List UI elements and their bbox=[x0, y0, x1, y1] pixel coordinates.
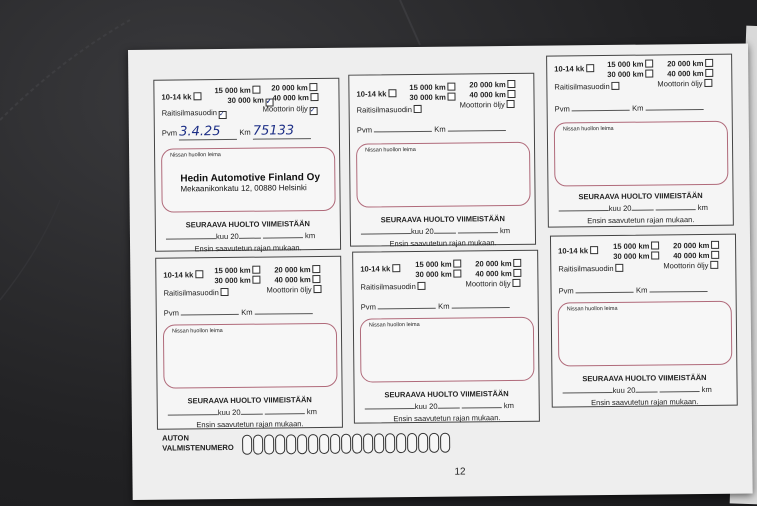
next-service-title: SEURAAVA HUOLTO VIIMEISTÄÄN bbox=[582, 372, 707, 384]
interval-checkbox[interactable] bbox=[586, 64, 594, 72]
km-30000-checkbox[interactable] bbox=[253, 276, 261, 284]
stamp-box bbox=[163, 323, 338, 389]
service-card bbox=[155, 256, 343, 430]
km-20000-checkbox[interactable] bbox=[711, 241, 719, 249]
km-label: Km bbox=[434, 124, 446, 134]
oil-label: Moottorin öljy bbox=[266, 285, 312, 295]
km-30000-label: 30 000 km bbox=[607, 69, 644, 79]
oil-label: Moottorin öljy bbox=[459, 100, 505, 110]
km-20000-checkbox[interactable] bbox=[705, 59, 713, 67]
interval-checkbox[interactable] bbox=[195, 270, 203, 278]
km-15000-label: 15 000 km bbox=[214, 265, 251, 276]
km-field[interactable] bbox=[452, 307, 510, 309]
km-40000-label: 40 000 km bbox=[673, 250, 710, 261]
interval-checkbox[interactable] bbox=[392, 264, 400, 272]
interval-label: 10-14 kk bbox=[161, 92, 192, 102]
pvm-label: Pvm bbox=[558, 286, 574, 296]
stamp-label: Nissan huollon leima bbox=[566, 305, 618, 313]
next-km-label: km bbox=[503, 400, 514, 411]
next-year-field[interactable] bbox=[239, 238, 261, 239]
service-card bbox=[153, 78, 341, 252]
next-day-field[interactable] bbox=[361, 233, 411, 235]
km-30000-label: 30 000 km bbox=[613, 251, 650, 261]
filter-label: Raitisilmasuodin bbox=[356, 105, 412, 115]
pvm-field[interactable] bbox=[378, 308, 436, 310]
filter-label: Raitisilmasuodin bbox=[360, 281, 416, 292]
pvm-label: Pvm bbox=[163, 308, 179, 318]
service-card bbox=[348, 73, 536, 247]
stamp-line-1: Hedin Automotive Finland Oy bbox=[180, 171, 321, 185]
service-booklet-page bbox=[128, 44, 753, 500]
next-day-field[interactable] bbox=[365, 408, 415, 410]
km-30000-label: 30 000 km bbox=[214, 275, 251, 286]
vin-label bbox=[162, 433, 234, 454]
km-20000-label: 20 000 km bbox=[271, 83, 308, 93]
pvm-field[interactable]: 3.4.25 bbox=[179, 124, 237, 141]
km-15000-label: 15 000 km bbox=[214, 85, 251, 96]
next-km-field[interactable] bbox=[263, 237, 303, 238]
next-km-field[interactable] bbox=[656, 209, 696, 210]
stamp-label: Nissan huollon leima bbox=[562, 125, 614, 133]
next-km-label: km bbox=[697, 202, 708, 213]
next-service-note: Ensin saavutetun rajan mukaan. bbox=[587, 215, 695, 226]
vin-label-line-1: AUTON bbox=[162, 433, 189, 443]
next-service-note: Ensin saavutetun rajan mukaan. bbox=[393, 413, 501, 424]
oil-label: Moottorin öljy bbox=[657, 78, 703, 89]
stamp-label: Nissan huollon leima bbox=[171, 328, 223, 335]
km-30000-checkbox[interactable] bbox=[646, 69, 654, 77]
oil-checkbox[interactable] bbox=[310, 107, 318, 115]
km-label: Km bbox=[239, 127, 251, 137]
km-20000-checkbox[interactable] bbox=[508, 80, 516, 88]
pvm-field[interactable] bbox=[576, 292, 634, 294]
km-15000-label: 15 000 km bbox=[415, 259, 452, 270]
next-day-field[interactable] bbox=[168, 414, 218, 416]
km-15000-checkbox[interactable] bbox=[651, 241, 659, 249]
km-40000-checkbox[interactable] bbox=[313, 275, 321, 283]
next-service-title: SEURAAVA HUOLTO VIIMEISTÄÄN bbox=[380, 214, 505, 225]
oil-label: Moottorin öljy bbox=[262, 104, 308, 114]
pvm-label: Pvm bbox=[554, 104, 570, 114]
dealer-stamp bbox=[180, 172, 320, 193]
km-20000-label: 20 000 km bbox=[475, 258, 512, 269]
km-label: Km bbox=[632, 103, 644, 113]
km-30000-checkbox[interactable] bbox=[448, 93, 456, 101]
oil-checkbox[interactable] bbox=[314, 285, 322, 293]
vin-label-line-2: VALMISTENUMERO bbox=[162, 442, 234, 453]
next-km-field[interactable] bbox=[660, 391, 700, 392]
km-15000-checkbox[interactable] bbox=[645, 59, 653, 67]
next-kuu-label: kuu 20 bbox=[612, 385, 636, 395]
stamp-box bbox=[554, 121, 729, 187]
interval-label: 10-14 kk bbox=[163, 270, 194, 280]
next-km-field[interactable] bbox=[265, 413, 305, 414]
next-service-title: SEURAAVA HUOLTO VIIMEISTÄÄN bbox=[578, 190, 703, 202]
pvm-label: Pvm bbox=[161, 128, 178, 138]
stamp-label: Nissan huollon leima bbox=[368, 321, 420, 329]
interval-label: 10-14 kk bbox=[360, 264, 391, 274]
km-15000-checkbox[interactable] bbox=[253, 86, 261, 94]
stamp-box bbox=[558, 301, 733, 367]
next-service-note: Ensin saavutetun rajan mukaan. bbox=[591, 397, 699, 408]
km-30000-label: 30 000 km bbox=[415, 269, 452, 280]
km-40000-checkbox[interactable] bbox=[706, 69, 714, 77]
filter-checkbox[interactable] bbox=[418, 282, 426, 290]
stamp-label: Nissan huollon leima bbox=[365, 146, 416, 154]
next-service-note: Ensin saavutetun rajan mukaan. bbox=[196, 419, 304, 430]
filter-label: Raitisilmasuodin bbox=[558, 263, 614, 274]
oil-checkbox[interactable] bbox=[513, 279, 521, 287]
km-20000-checkbox[interactable] bbox=[313, 265, 321, 273]
km-20000-label: 20 000 km bbox=[469, 80, 506, 90]
filter-checkbox[interactable] bbox=[221, 288, 229, 296]
next-kuu-label: kuu 20 bbox=[215, 231, 239, 242]
km-40000-label: 40 000 km bbox=[475, 268, 512, 279]
km-15000-checkbox[interactable] bbox=[253, 266, 261, 274]
filter-label: Raitisilmasuodin bbox=[161, 108, 218, 118]
next-km-label: km bbox=[306, 407, 318, 417]
interval-label: 10-14 kk bbox=[558, 246, 589, 256]
next-year-field[interactable] bbox=[241, 414, 263, 415]
next-year-field[interactable] bbox=[434, 233, 456, 234]
oil-label: Moottorin öljy bbox=[465, 279, 511, 289]
next-km-field[interactable] bbox=[458, 232, 498, 233]
filter-checkbox[interactable] bbox=[616, 264, 624, 272]
next-day-field[interactable] bbox=[166, 238, 216, 240]
km-40000-checkbox[interactable] bbox=[508, 90, 516, 98]
next-year-field[interactable] bbox=[438, 408, 460, 409]
km-40000-label: 40 000 km bbox=[274, 275, 311, 285]
service-card bbox=[352, 250, 540, 424]
km-20000-label: 20 000 km bbox=[673, 240, 710, 251]
next-km-label: km bbox=[304, 231, 316, 241]
km-20000-checkbox[interactable] bbox=[514, 259, 522, 267]
stamp-box bbox=[356, 142, 531, 208]
next-service-note: Ensin saavutetun rajan mukaan. bbox=[389, 238, 497, 249]
service-card bbox=[550, 234, 738, 408]
km-40000-checkbox[interactable] bbox=[711, 251, 719, 259]
pvm-field[interactable] bbox=[181, 314, 239, 316]
km-15000-label: 15 000 km bbox=[409, 82, 446, 93]
next-km-label: km bbox=[499, 226, 511, 236]
next-kuu-label: kuu 20 bbox=[217, 407, 241, 418]
next-kuu-label: kuu 20 bbox=[414, 401, 438, 412]
km-15000-checkbox[interactable] bbox=[448, 83, 456, 91]
next-km-field[interactable] bbox=[462, 407, 502, 408]
stamp-label: Nissan huollon leima bbox=[170, 152, 221, 159]
km-40000-label: 40 000 km bbox=[667, 68, 704, 79]
km-40000-checkbox[interactable] bbox=[514, 269, 522, 277]
stamp-box bbox=[360, 317, 535, 383]
oil-checkbox[interactable] bbox=[710, 261, 718, 269]
km-40000-label: 40 000 km bbox=[469, 90, 506, 100]
next-year-field[interactable] bbox=[635, 391, 657, 392]
oil-checkbox[interactable] bbox=[705, 79, 713, 87]
stamp-line-2: Mekaanikonkatu 12, 00880 Helsinki bbox=[180, 183, 307, 194]
next-km-label: km bbox=[701, 384, 712, 395]
km-40000-label: 40 000 km bbox=[272, 93, 309, 103]
interval-checkbox[interactable] bbox=[388, 89, 396, 97]
km-20000-checkbox[interactable] bbox=[310, 83, 318, 91]
interval-label: 10-14 kk bbox=[356, 89, 387, 99]
interval-checkbox[interactable] bbox=[193, 92, 201, 100]
km-label: Km bbox=[241, 307, 253, 317]
oil-checkbox[interactable] bbox=[507, 100, 515, 108]
next-kuu-label: kuu 20 bbox=[410, 226, 434, 237]
filter-label: Raitisilmasuodin bbox=[554, 81, 610, 92]
km-30000-checkbox[interactable] bbox=[651, 251, 659, 259]
next-day-field[interactable] bbox=[559, 210, 609, 212]
km-field[interactable] bbox=[448, 130, 506, 132]
km-field[interactable] bbox=[255, 313, 313, 315]
km-20000-label: 20 000 km bbox=[274, 265, 311, 275]
oil-label: Moottorin öljy bbox=[663, 260, 709, 271]
next-service-title: SEURAAVA HUOLTO VIIMEISTÄÄN bbox=[384, 389, 509, 400]
km-field[interactable] bbox=[646, 109, 704, 111]
vin-input-boxes[interactable] bbox=[242, 433, 451, 455]
km-15000-checkbox[interactable] bbox=[454, 260, 462, 268]
pvm-label: Pvm bbox=[360, 302, 376, 312]
km-30000-label: 30 000 km bbox=[409, 92, 446, 103]
km-field[interactable] bbox=[650, 291, 708, 293]
stamp-box bbox=[161, 147, 336, 213]
next-kuu-label: kuu 20 bbox=[608, 203, 632, 213]
next-service-note: Ensin saavutetun rajan mukaan. bbox=[194, 243, 302, 254]
km-label: Km bbox=[635, 285, 648, 295]
pvm-field[interactable] bbox=[374, 131, 432, 133]
km-field[interactable]: 75133 bbox=[253, 123, 311, 140]
next-day-field[interactable] bbox=[563, 392, 613, 394]
pvm-field[interactable] bbox=[572, 110, 630, 112]
pvm-label: Pvm bbox=[356, 125, 373, 135]
filter-checkbox[interactable] bbox=[219, 111, 227, 119]
km-40000-checkbox[interactable] bbox=[311, 93, 319, 101]
km-label: Km bbox=[438, 301, 450, 311]
km-30000-label: 30 000 km bbox=[227, 95, 264, 105]
page-number: 12 bbox=[454, 466, 466, 478]
filter-label: Raitisilmasuodin bbox=[163, 288, 219, 298]
service-card bbox=[546, 54, 734, 228]
filter-checkbox[interactable] bbox=[612, 82, 620, 90]
km-20000-label: 20 000 km bbox=[667, 58, 704, 69]
interval-label: 10-14 kk bbox=[554, 64, 585, 74]
km-15000-label: 15 000 km bbox=[613, 241, 650, 251]
next-year-field[interactable] bbox=[632, 210, 654, 211]
km-30000-checkbox[interactable] bbox=[454, 270, 462, 278]
interval-checkbox[interactable] bbox=[590, 246, 598, 254]
next-service-title: SEURAAVA HUOLTO VIIMEISTÄÄN bbox=[185, 219, 310, 230]
filter-checkbox[interactable] bbox=[414, 105, 422, 113]
km-15000-label: 15 000 km bbox=[607, 59, 644, 69]
next-service-title: SEURAAVA HUOLTO VIIMEISTÄÄN bbox=[187, 395, 312, 406]
